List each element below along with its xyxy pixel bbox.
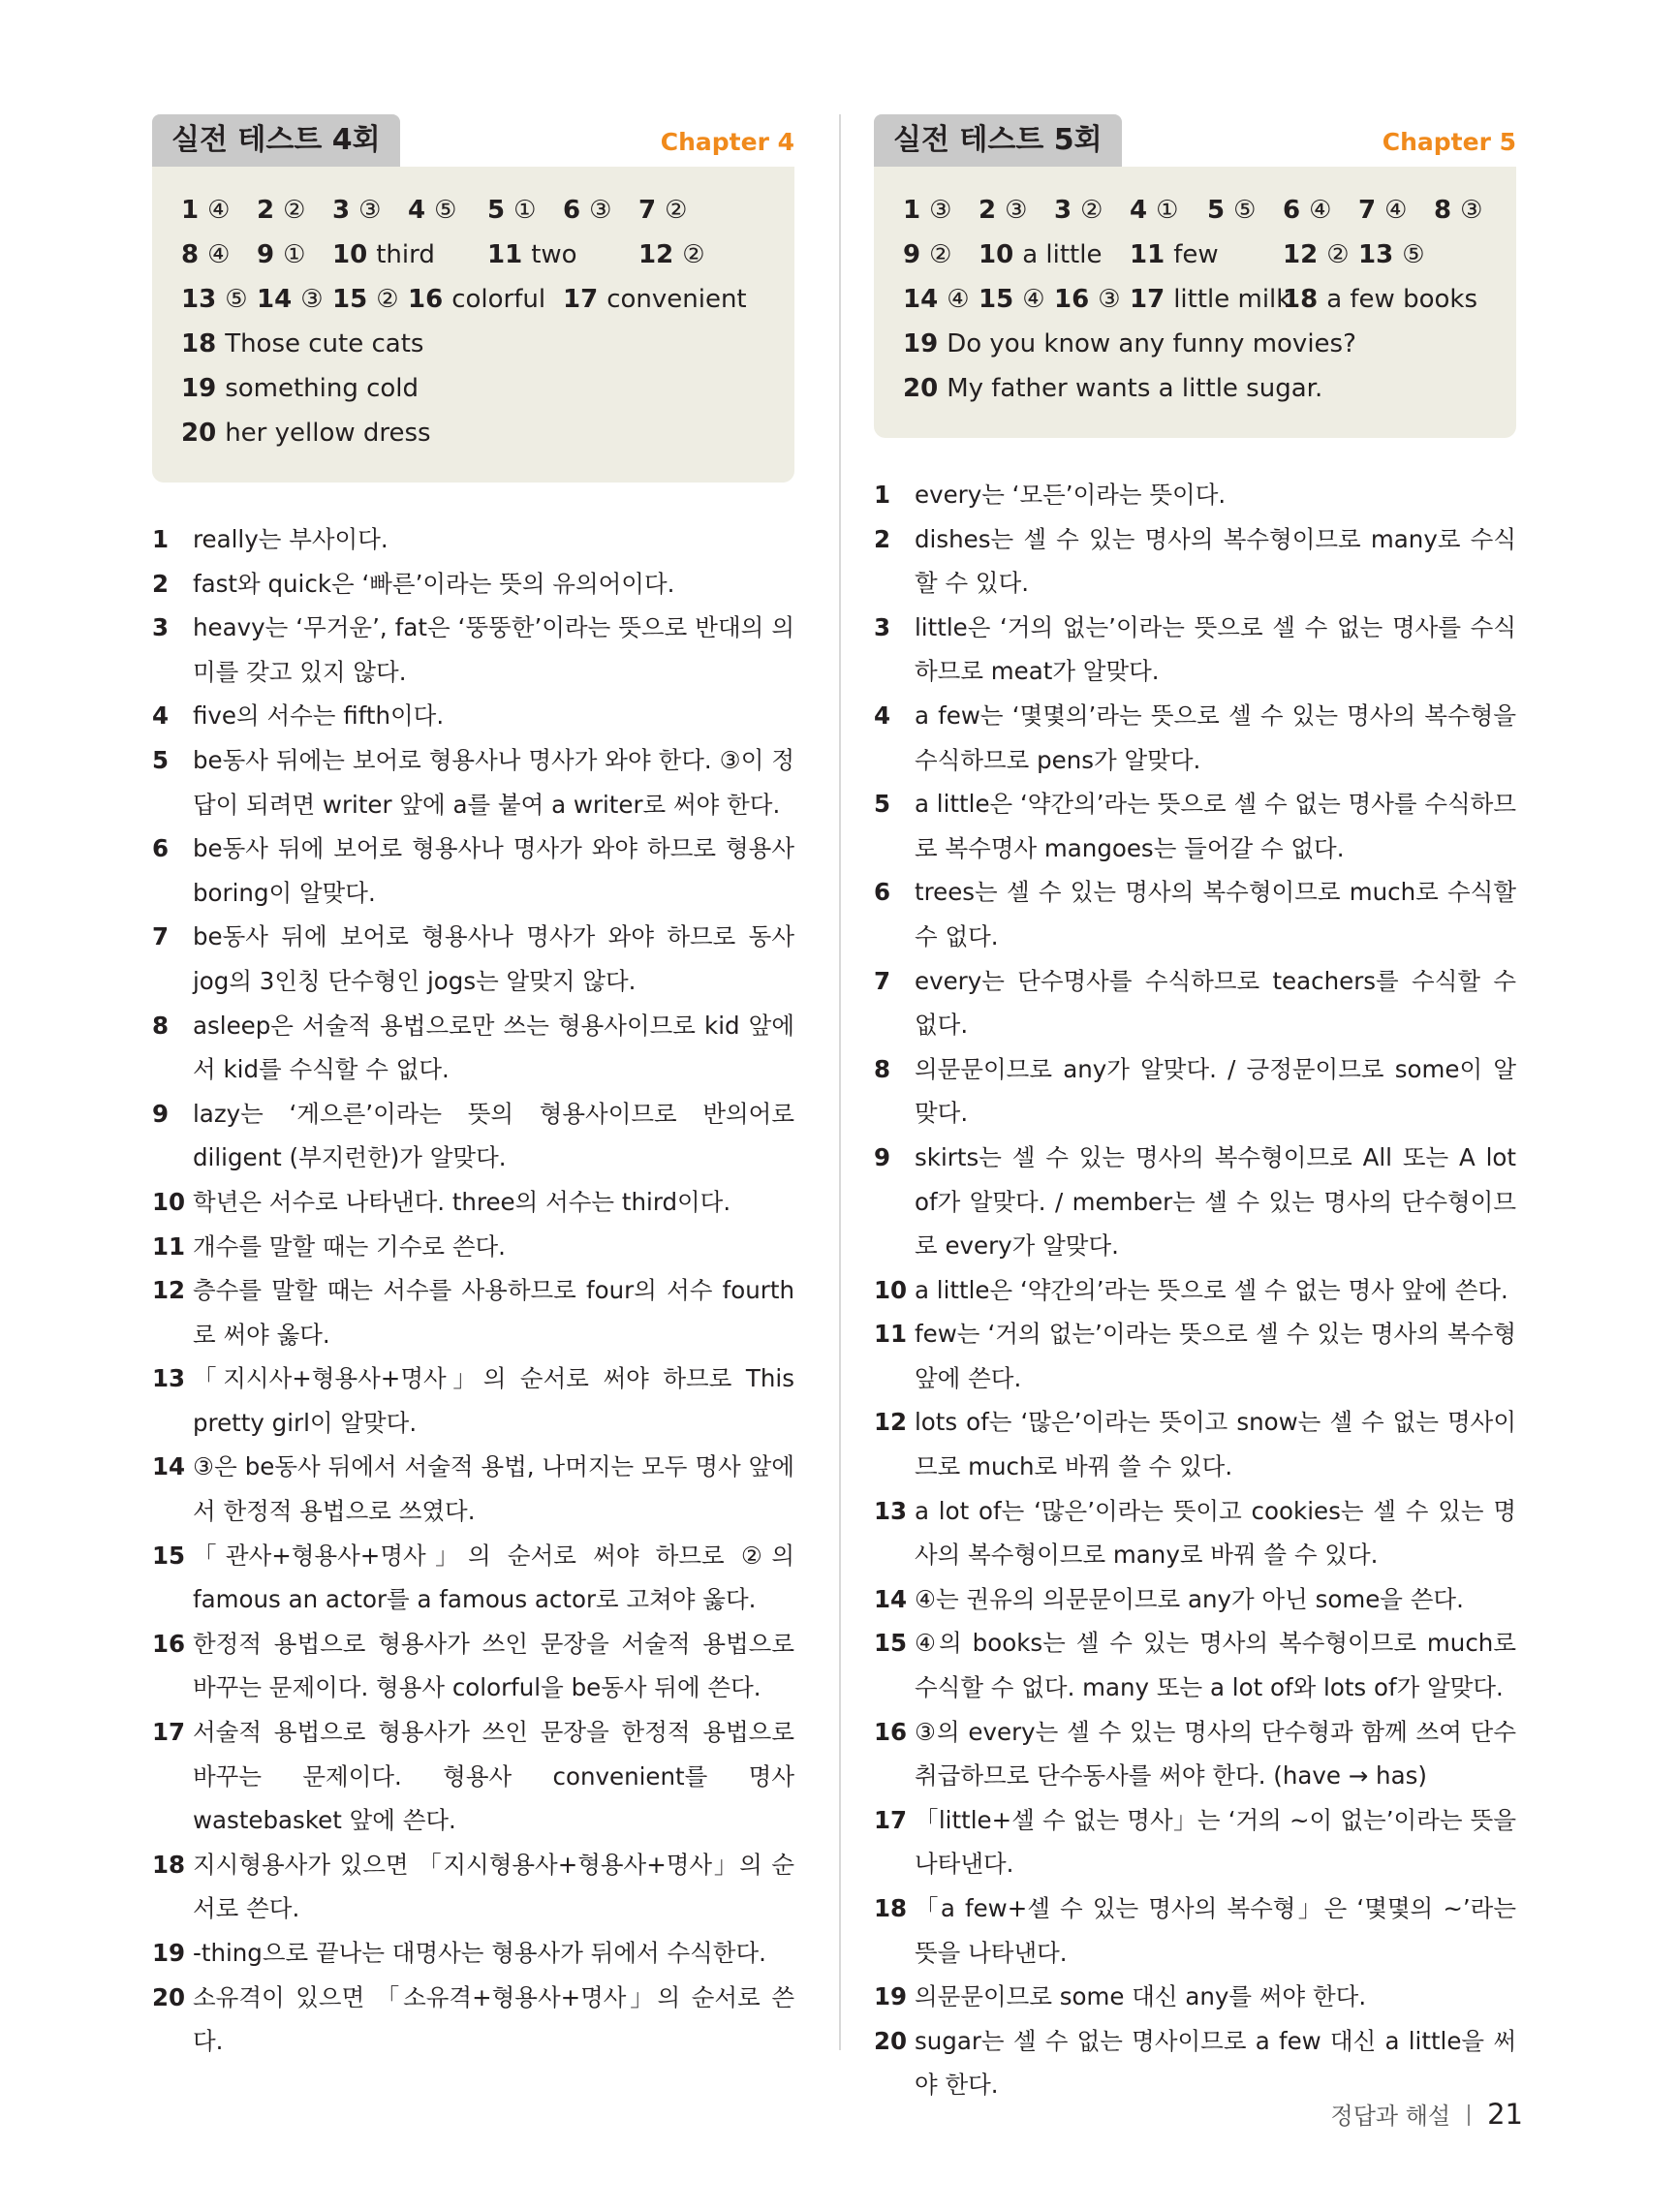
answer-item: 14 ④ <box>903 285 970 314</box>
answer-item: 13 ⑤ <box>181 285 248 314</box>
answer-item: 16 ③ <box>1054 285 1121 314</box>
explanation-item: 10 a little은 ‘약간의’라는 뜻으로 셀 수 없는 명사 앞에 쓴다. <box>874 1275 1508 1304</box>
explanation-item: 6 be동사 뒤에 보어로 형용사나 명사가 와야 하므로 형용사 boring이 알맞다. <box>152 834 794 907</box>
test-title-tab: 실전 테스트 5회 <box>874 114 1122 167</box>
right-header <box>874 114 1516 167</box>
page-number: 21 <box>1487 2098 1523 2131</box>
right-column <box>874 114 1516 2107</box>
explanation-item: 11 few는 ‘거의 없는’이라는 뜻으로 셀 수 있는 명사의 복수형 앞에 쓴다. <box>874 1320 1516 1392</box>
answer-item: 18 a few books <box>1283 285 1477 314</box>
answer-item: 16 colorful <box>408 285 546 314</box>
answer-item: 11 two <box>487 240 577 269</box>
answer-item: 9 ① <box>257 240 306 269</box>
explanation-item: 10 학년은 서수로 나타낸다. three의 서수는 third이다. <box>152 1187 731 1216</box>
answer-row <box>181 366 794 411</box>
answer-item: 10 third <box>332 240 435 269</box>
explanation-item: 2 fast와 quick은 ‘빠른’이라는 뜻의 유의어이다. <box>152 569 675 598</box>
explanation-item: 14 ④는 권유의 의문문이므로 any가 아닌 some을 쓴다. <box>874 1584 1464 1613</box>
explanation-item: 13 a lot of는 ‘많은’이라는 뜻이고 cookies는 셀 수 있는 명사의 복수형이므로 many로 바꿔 쓸 수 있다. <box>874 1496 1516 1570</box>
answer-box <box>152 167 794 483</box>
chapter-label: Chapter 5 <box>1382 128 1516 156</box>
explanation-item: 2 dishes는 셀 수 있는 명사의 복수형이므로 many로 수식할 수 있다. <box>874 524 1516 598</box>
left-header <box>152 114 794 167</box>
answer-item: 8 ③ <box>1434 196 1483 225</box>
chapter-label: Chapter 4 <box>660 128 794 156</box>
answer-item: 12 ② <box>638 240 705 269</box>
explanation-item: 18 지시형용사가 있으면 「지시형용사+형용사+명사」의 순서로 쓴다. <box>152 1850 794 1923</box>
answer-row <box>903 188 1516 233</box>
explanation-item: 7 be동사 뒤에 보어로 형용사나 명사가 와야 하므로 동사 jog의 3인칭 단수형인 jogs는 알맞지 않다. <box>152 922 794 995</box>
answer-item: 9 ② <box>903 240 952 269</box>
answer-item: 3 ② <box>1054 196 1103 225</box>
explanation-item: 3 little은 ‘거의 없는’이라는 뜻으로 셀 수 없는 명사를 수식하므로 meat가 알맞다. <box>874 612 1516 686</box>
answer-row <box>181 322 794 366</box>
explanation-item: 17 「little+셀 수 없는 명사」는 ‘거의 ~이 없는’이라는 뜻을 나타낸다. <box>874 1805 1516 1879</box>
explanation-item: 12 lots of는 ‘많은’이라는 뜻이고 snow는 셀 수 없는 명사이므로 much로 바꿔 쓸 수 있다. <box>874 1408 1516 1481</box>
answer-item: 20 her yellow dress <box>181 419 431 448</box>
answer-item: 5 ① <box>487 196 537 225</box>
answer-item: 14 ③ <box>257 285 324 314</box>
explanation-item: 20 소유격이 있으면 「소유격+형용사+명사」의 순서로 쓴다. <box>152 1982 794 2056</box>
answer-item: 4 ⑤ <box>408 196 457 225</box>
left-column <box>152 114 794 2064</box>
explanation-item: 9 lazy는 ‘게으른’이라는 뜻의 형용사이므로 반의어로 diligent (부지런한)가 알맞다. <box>152 1099 794 1172</box>
explanation-item: 3 heavy는 ‘무거운’, fat은 ‘뚱뚱한’이라는 뜻으로 반대의 의미를 갖고 있지 않다. <box>152 613 794 686</box>
answer-item: 4 ① <box>1130 196 1179 225</box>
answer-box <box>874 167 1516 438</box>
explanation-item: 19 의문문이므로 some 대신 any를 써야 한다. <box>874 1982 1367 2011</box>
answer-item: 7 ④ <box>1358 196 1408 225</box>
explanation-item: 7 every는 단수명사를 수식하므로 teachers를 수식할 수 없다. <box>874 966 1516 1040</box>
answer-item: 1 ③ <box>903 196 952 225</box>
explanation-item: 18 「a few+셀 수 있는 명사의 복수형」은 ‘몇몇의 ~’라는 뜻을 나타낸다. <box>874 1894 1516 1967</box>
explanation-item: 20 sugar는 셀 수 없는 명사이므로 a few 대신 a little을 써야 한다. <box>874 2026 1516 2100</box>
answer-item: 15 ② <box>332 285 399 314</box>
answer-item: 17 little milk <box>1130 285 1291 314</box>
explanation-list <box>152 517 794 2064</box>
explanation-item: 8 의문문이므로 any가 알맞다. / 긍정문이므로 some이 알맞다. <box>874 1054 1516 1128</box>
footer-section-label: 정답과 해설 <box>1330 2103 1451 2130</box>
explanation-item: 19 -thing으로 끝나는 대명사는 형용사가 뒤에서 수식한다. <box>152 1939 766 1967</box>
explanation-item: 1 every는 ‘모든’이라는 뜻이다. <box>874 481 1227 509</box>
answer-item: 10 a little <box>979 240 1103 269</box>
answer-item: 1 ④ <box>181 196 231 225</box>
answer-item: 15 ④ <box>979 285 1045 314</box>
explanation-item: 17 서술적 용법으로 형용사가 쓰인 문장을 한정적 용법으로 바꾸는 문제이다. 형용사 convenient를 명사 wastebasket 앞에 쓴다. <box>152 1718 794 1835</box>
explanation-item: 15 「관사+형용사+명사」의 순서로 써야 하므로 ②의 famous an actor를 a famous actor로 고쳐야 옳다. <box>152 1541 794 1614</box>
explanation-item: 4 a few는 ‘몇몇의’라는 뜻으로 셀 수 있는 명사의 복수형을 수식하므로 pens가 알맞다. <box>874 701 1516 774</box>
explanation-item: 5 a little은 ‘약간의’라는 뜻으로 셀 수 없는 명사를 수식하므로 복수명사 mangoes는 들어갈 수 없다. <box>874 790 1516 862</box>
explanation-item: 16 ③의 every는 셀 수 있는 명사의 단수형과 함께 쓰여 단수 취급하므로 단수동사를 써야 한다. (have → has) <box>874 1717 1516 1791</box>
test-title-tab: 실전 테스트 4회 <box>152 114 400 167</box>
answer-item: 7 ② <box>638 196 688 225</box>
explanation-item: 15 ④의 books는 셀 수 있는 명사의 복수형이므로 much로 수식할 수 없다. many 또는 a lot of와 lots of가 알맞다. <box>874 1629 1516 1702</box>
explanation-item: 6 trees는 셀 수 있는 명사의 복수형이므로 much로 수식할 수 없다. <box>874 878 1516 950</box>
answer-row <box>903 233 1516 277</box>
answer-row <box>903 366 1516 411</box>
explanation-item: 9 skirts는 셀 수 있는 명사의 복수형이므로 All 또는 A lot of가 알맞다. / member는 셀 수 있는 명사의 단수형이므로 every가 알맞다. <box>874 1142 1516 1261</box>
footer-separator <box>1468 2104 1470 2126</box>
explanation-item: 8 asleep은 서술적 용법으로만 쓰는 형용사이므로 kid 앞에서 kid를 수식할 수 없다. <box>152 1011 794 1084</box>
explanation-item: 12 층수를 말할 때는 서수를 사용하므로 four의 서수 fourth로 써야 옳다. <box>152 1276 794 1349</box>
column-divider <box>839 114 841 2050</box>
answer-item: 18 Those cute cats <box>181 329 424 358</box>
answer-row <box>181 233 794 277</box>
answer-row <box>903 322 1516 366</box>
page-footer <box>1331 2097 1523 2131</box>
answer-item: 13 ⑤ <box>1358 240 1425 269</box>
answer-item: 6 ④ <box>1283 196 1332 225</box>
answer-item: 3 ③ <box>332 196 382 225</box>
answer-item: 8 ④ <box>181 240 231 269</box>
explanation-item: 4 five의 서수는 fifth이다. <box>152 701 445 731</box>
answer-item: 19 something cold <box>181 374 420 403</box>
explanation-item: 5 be동사 뒤에는 보어로 형용사나 명사가 와야 한다. ③이 정답이 되려면 writer 앞에 a를 붙여 a writer로 써야 한다. <box>152 745 794 819</box>
answer-row <box>181 277 794 322</box>
answer-item: 5 ⑤ <box>1207 196 1257 225</box>
explanation-item: 16 한정적 용법으로 형용사가 쓰인 문장을 서술적 용법으로 바꾸는 문제이다. 형용사 colorful을 be동사 뒤에 쓴다. <box>152 1629 794 1702</box>
explanation-item: 11 개수를 말할 때는 기수로 쓴다. <box>152 1231 506 1261</box>
answer-row <box>903 277 1516 322</box>
explanation-list <box>874 473 1516 2107</box>
explanation-item: 13 「지시사+형용사+명사」의 순서로 써야 하므로 This pretty girl이 알맞다. <box>152 1364 794 1437</box>
answer-row <box>181 188 794 233</box>
answer-item: 11 few <box>1130 240 1219 269</box>
explanation-item: 1 really는 부사이다. <box>152 525 388 553</box>
explanation-item: 14 ③은 be동사 뒤에서 서술적 용법, 나머지는 모두 명사 앞에서 한정적 용법으로 쓰였다. <box>152 1452 794 1526</box>
answer-row <box>181 411 794 455</box>
answer-item: 12 ② <box>1283 240 1350 269</box>
answer-item: 17 convenient <box>563 285 747 314</box>
answer-item: 2 ② <box>257 196 306 225</box>
answer-item: 19 Do you know any funny movies? <box>903 329 1356 358</box>
answer-item: 6 ③ <box>563 196 612 225</box>
answer-item: 20 My father wants a little sugar. <box>903 374 1323 403</box>
answer-item: 2 ③ <box>979 196 1028 225</box>
